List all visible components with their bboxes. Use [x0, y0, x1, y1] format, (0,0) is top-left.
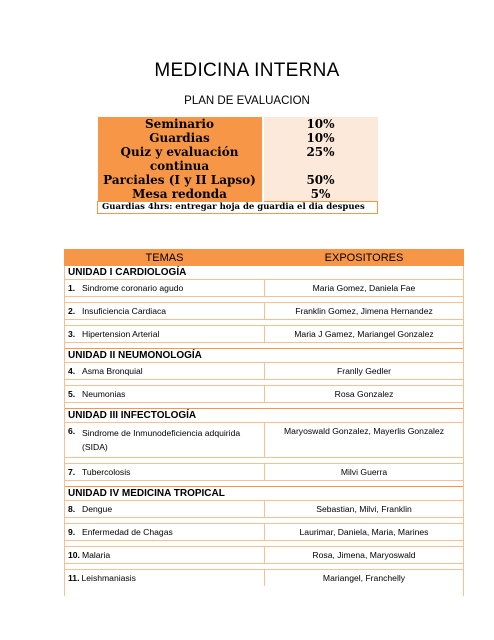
topic-name: Hipertension Arterial [82, 329, 160, 339]
topic-cell [65, 386, 265, 403]
evaluation-value: 10% [263, 117, 378, 131]
topic-name: Asma Bronquial [82, 366, 143, 376]
topic-number: 9. [68, 527, 76, 537]
topic-number: 6. [68, 426, 76, 436]
speakers-cell: Maria Gomez, Daniela Fae [265, 280, 464, 297]
unit-row [65, 266, 464, 280]
topic-name: Leishmaniasis [81, 573, 136, 583]
col-header-topics: TEMAS [65, 250, 265, 266]
speakers-cell: Maria J Gamez, Mariangel Gonzalez [265, 326, 464, 343]
table-row [65, 464, 464, 481]
topic-number: 5. [68, 389, 76, 399]
table-row [65, 280, 464, 297]
speakers-cell: Rosa, Jimena, Maryoswald [265, 547, 464, 564]
table-row [65, 326, 464, 343]
topic-cell [65, 326, 265, 343]
topic-name: Enfermedad de Chagas [82, 527, 173, 537]
topic-cell [65, 280, 265, 297]
topics-header-row [65, 250, 464, 266]
unit-title: UNIDAD II NEUMONOLOGÍA [65, 349, 464, 363]
evaluation-note: Guardias 4hrs: entregar hoja de guardia el dia despues [98, 202, 378, 214]
evaluation-table [97, 117, 378, 214]
evaluation-row [98, 187, 378, 202]
evaluation-row [98, 173, 378, 187]
table-row [65, 303, 464, 320]
table-row [65, 524, 464, 541]
topic-cell [65, 303, 265, 320]
topic-cell [65, 363, 265, 380]
unit-title: UNIDAD IV MEDICINA TROPICAL [65, 487, 464, 501]
table-row [65, 386, 464, 403]
speakers-cell: Laurimar, Daniela, Maria, Marines [265, 524, 464, 541]
table-row [65, 570, 464, 587]
topic-cell [65, 423, 265, 458]
page-subtitle: PLAN DE EVALUACION [184, 95, 310, 107]
evaluation-label: Seminario [98, 117, 263, 131]
topic-number: 10. [68, 550, 80, 560]
evaluation-label: Quiz y evaluación continua [98, 145, 263, 173]
speakers-cell: Franlly Gedler [265, 363, 464, 380]
table-row [65, 547, 464, 564]
topic-name: Insuficiencia Cardiaca [82, 306, 167, 316]
table-row [65, 423, 464, 458]
evaluation-row [98, 117, 378, 131]
topic-cell [65, 464, 265, 481]
evaluation-value: 50% [263, 173, 378, 187]
speakers-cell: Rosa Gonzalez [265, 386, 464, 403]
topic-number: 7. [68, 467, 76, 477]
evaluation-value: 5% [263, 187, 378, 202]
topic-number: 11. [68, 573, 80, 583]
topic-cell [65, 501, 265, 518]
topic-number: 2. [68, 306, 76, 316]
topic-number: 8. [68, 504, 76, 514]
topic-name: Dengue [82, 504, 113, 514]
topic-name: Tubercolosis [82, 467, 131, 477]
evaluation-value: 10% [263, 131, 378, 145]
speakers-cell: Mariangel, Franchelly [265, 570, 464, 587]
topic-number: 3. [68, 329, 76, 339]
speakers-cell: Sebastian, Milvi, Franklin [265, 501, 464, 518]
speakers-cell: Milvi Guerra [265, 464, 464, 481]
topic-name: Neumonias [82, 389, 126, 399]
evaluation-label: Parciales (I y II Lapso) [98, 173, 263, 187]
evaluation-row [98, 145, 378, 173]
topic-cell [65, 524, 265, 541]
unit-row [65, 409, 464, 423]
unit-row [65, 487, 464, 501]
evaluation-row [98, 131, 378, 145]
col-header-speakers: EXPOSITORES [265, 250, 464, 266]
evaluation-value: 25% [263, 145, 378, 173]
unit-title: UNIDAD III INFECTOLOGÍA [65, 409, 464, 423]
row-spacer [65, 586, 464, 596]
evaluation-label: Mesa redonda [98, 187, 263, 202]
topic-number: 4. [68, 366, 76, 376]
topic-cell [65, 570, 265, 587]
topic-cell [65, 547, 265, 564]
unit-title: UNIDAD I CARDIOLOGÍA [65, 266, 464, 280]
topic-name: Sindrome coronario agudo [82, 283, 184, 293]
table-row [65, 501, 464, 518]
topic-name: Malaria [81, 550, 111, 560]
speakers-cell: Maryoswald Gonzalez, Mayerlis Gonzalez [265, 423, 464, 458]
table-row [65, 363, 464, 380]
topic-name: Sindrome de Inmunodeficiencia adquirida (SIDA) [82, 428, 241, 452]
topics-table [64, 249, 464, 596]
speakers-cell: Franklin Gomez, Jimena Hernandez [265, 303, 464, 320]
page-title: MEDICINA INTERNA [154, 60, 340, 81]
unit-row [65, 349, 464, 363]
evaluation-label: Guardias [98, 131, 263, 145]
evaluation-note-row [98, 202, 378, 214]
topic-number: 1. [68, 283, 76, 293]
